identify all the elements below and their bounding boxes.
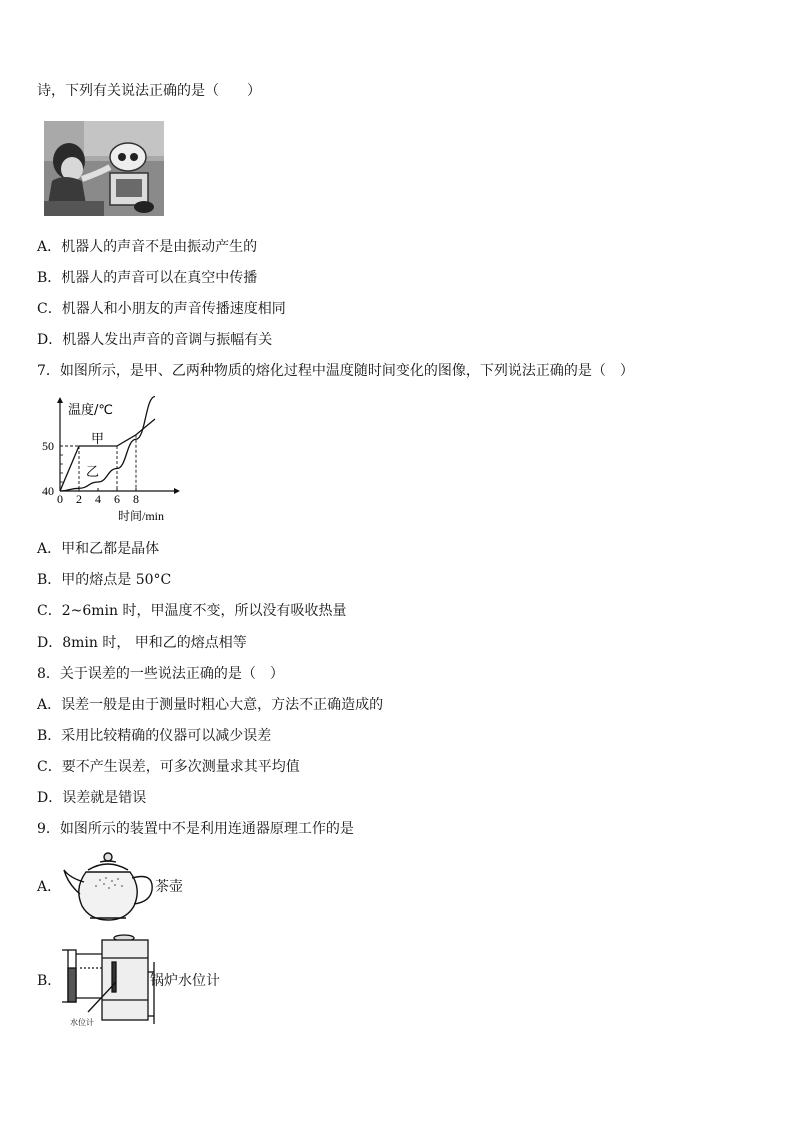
- y-axis-label: 温度/℃: [68, 403, 113, 418]
- x-tick-label: 0: [57, 492, 63, 506]
- q8-option-d: D．误差就是错误: [37, 790, 147, 806]
- q9-stem: 9．如图所示的装置中不是利用连通器原理工作的是: [37, 821, 354, 837]
- x-tick-label: 8: [133, 492, 139, 506]
- y-axis-arrow: [57, 397, 63, 403]
- q8-option-a: A．误差一般是由于测量时粗心大意，方法不正确造成的: [37, 697, 384, 713]
- series-label-yi: 乙: [86, 465, 100, 480]
- teapot-image: [60, 848, 156, 924]
- q9-option-a-caption: 茶壶: [155, 879, 183, 895]
- q6-option-a: A．机器人的声音不是由振动产生的: [37, 239, 258, 255]
- q6-option-b: B．机器人的声音可以在真空中传播: [37, 270, 258, 286]
- x-tick-label: 6: [114, 492, 120, 506]
- q9-option-b-label: B．: [37, 973, 62, 989]
- q7-stem: 7．如图所示，是甲、乙两种物质的熔化过程中温度随时间变化的图像，下列说法正确的是（ ）: [37, 363, 634, 379]
- q7-option-a: A．甲和乙都是晶体: [37, 541, 160, 557]
- y-tick-label: 50: [42, 439, 54, 453]
- q9-option-b-caption: 锅炉水位计: [150, 973, 220, 989]
- q6-stem-tail: 诗，下列有关说法正确的是（ ）: [37, 83, 261, 99]
- x-axis-label: 时间/min: [118, 509, 165, 523]
- x-tick-label: 4: [95, 492, 101, 506]
- x-tick-label: 2: [76, 492, 82, 506]
- q7-option-c: C．2~6min 时，甲温度不变，所以没有吸收热量: [37, 603, 347, 619]
- q7-option-d: D．8min 时， 甲和乙的熔点相等: [37, 635, 247, 651]
- melting-curve-chart: [36, 394, 186, 526]
- q8-option-b: B．采用比较精确的仪器可以减少误差: [37, 728, 272, 744]
- q7-option-b: B．甲的熔点是 50°C: [37, 572, 172, 588]
- boiler-gauge-label: 水位计: [70, 1018, 94, 1027]
- boiler-water-gauge-image: [60, 932, 160, 1030]
- q9-option-a-label: A．: [37, 879, 62, 895]
- q8-option-c: C．要不产生误差，可多次测量求其平均值: [37, 759, 300, 775]
- y-tick-label: 40: [42, 484, 54, 498]
- robot-child-photo: [44, 121, 164, 216]
- series-label-jia: 甲: [91, 432, 105, 447]
- q6-option-d: D．机器人发出声音的音调与振幅有关: [37, 332, 273, 348]
- x-axis-arrow: [174, 488, 180, 494]
- q8-stem: 8．关于误差的一些说法正确的是（ ）: [37, 666, 284, 682]
- series-jia-line: [60, 419, 155, 491]
- q6-option-c: C．机器人和小朋友的声音传播速度相同: [37, 301, 286, 317]
